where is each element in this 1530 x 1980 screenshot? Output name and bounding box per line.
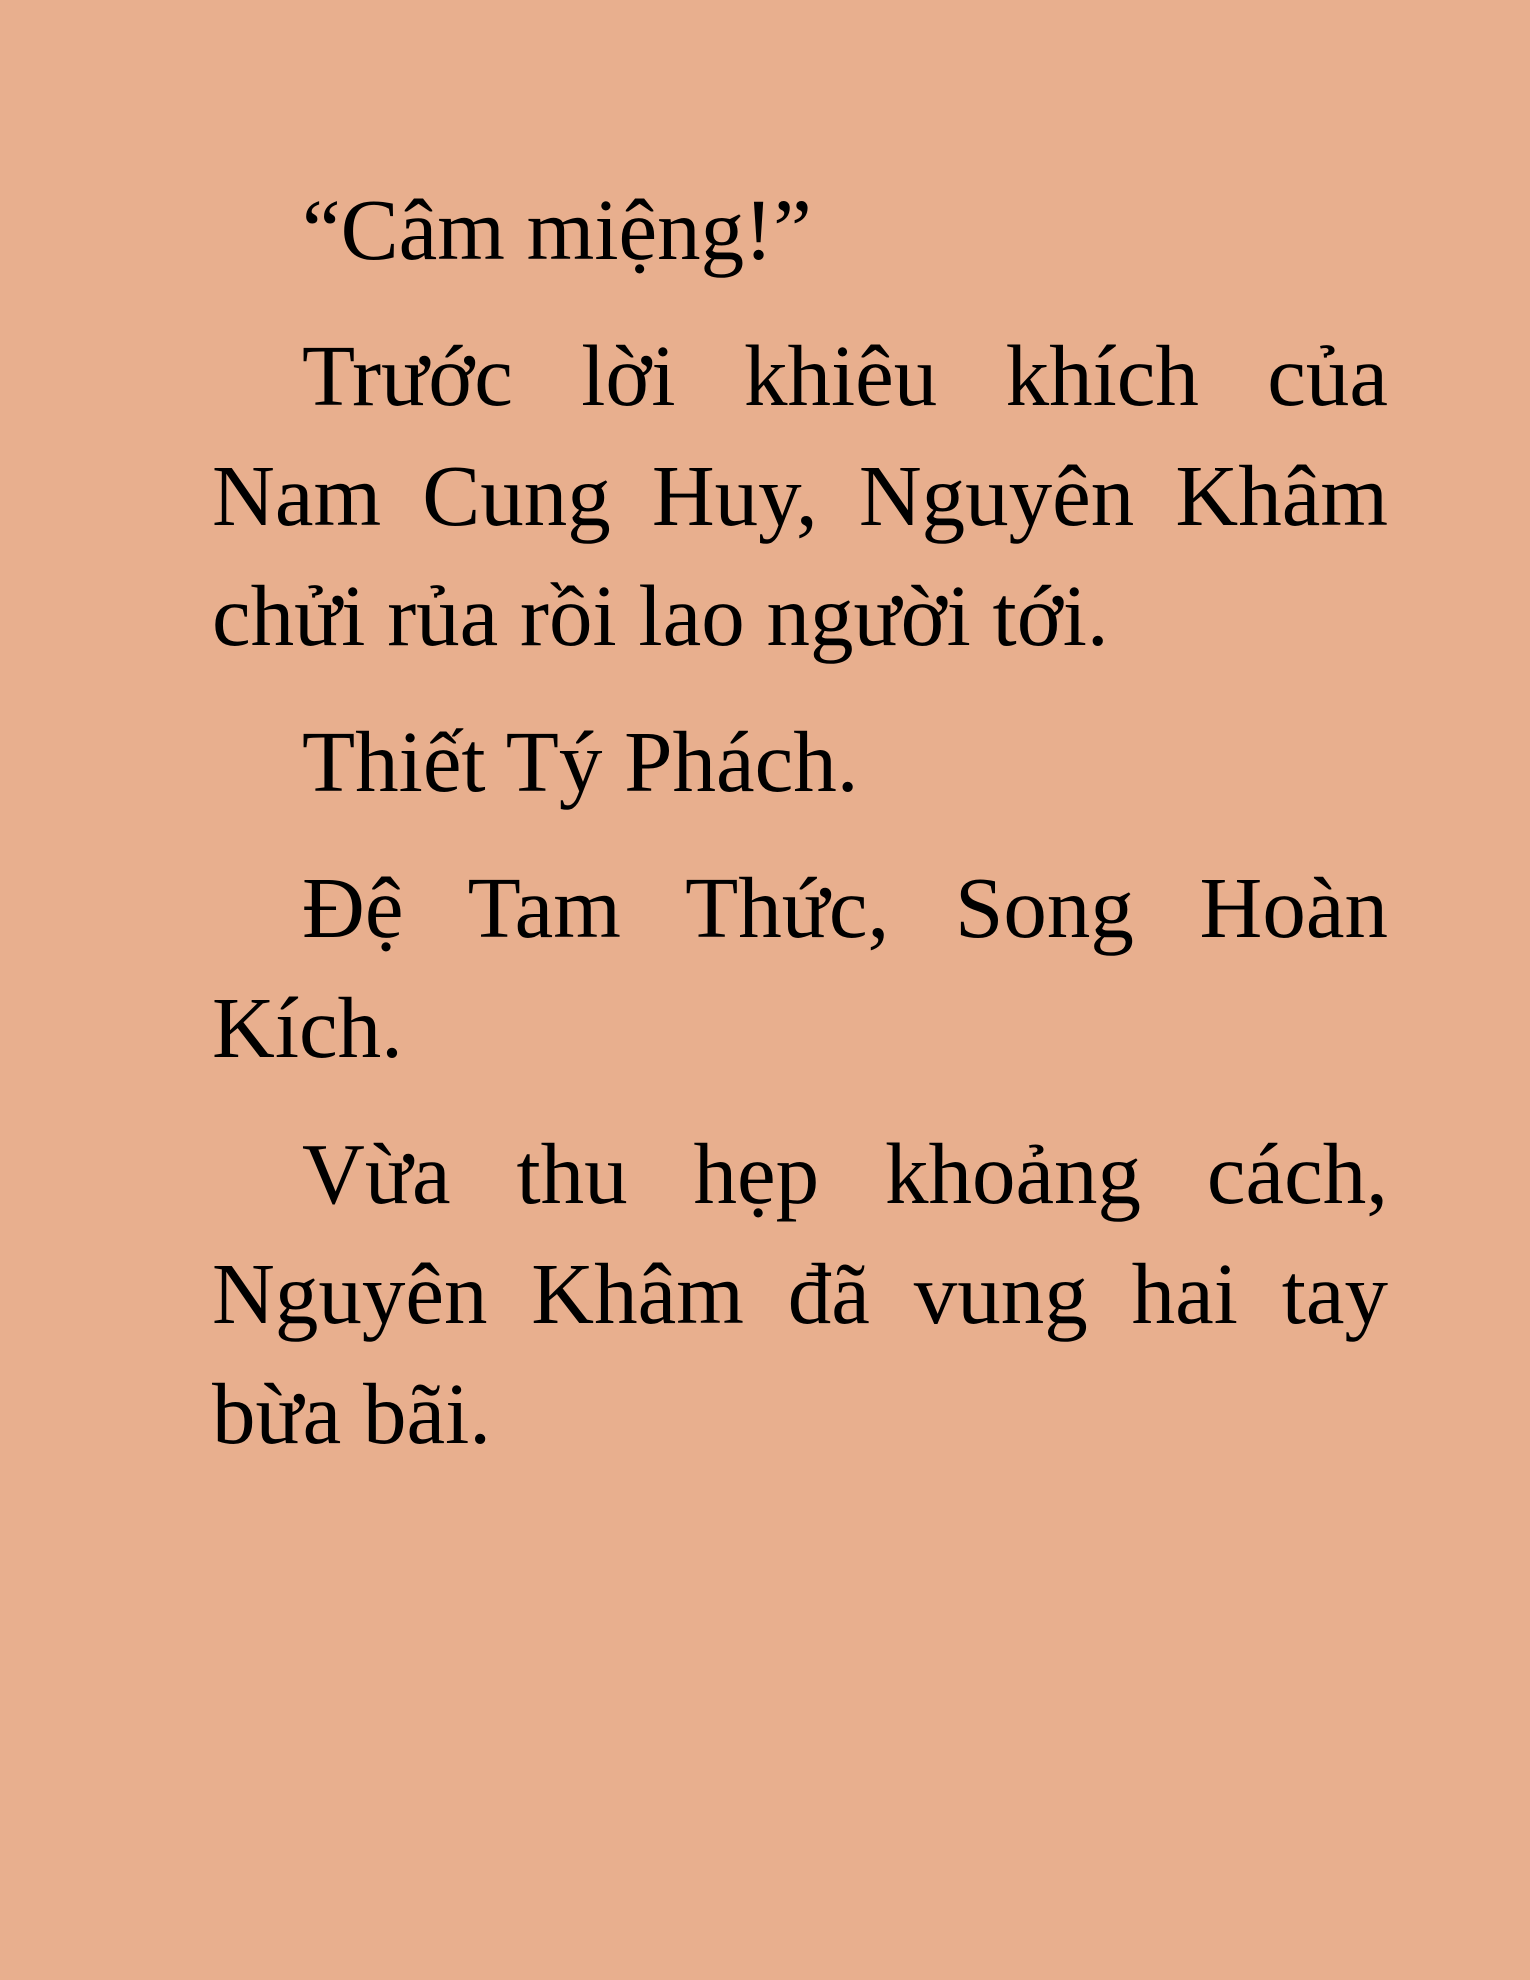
paragraph-2: Trước lời khiêu khích của Nam Cung Huy, Nguyên Khâm chửi rủa rồi lao người tới.	[212, 327, 1388, 664]
paragraph-1: “Câm miệng!”	[302, 181, 812, 278]
paragraph-3: Thiết Tý Phách.	[302, 713, 859, 810]
story-text	[212, 170, 1388, 1500]
paragraph-4: Đệ Tam Thức, Song Hoàn Kích.	[212, 859, 1388, 1076]
paragraph-5: Vừa thu hẹp khoảng cách, Nguyên Khâm đã vung hai tay bừa bãi.	[212, 1125, 1388, 1462]
